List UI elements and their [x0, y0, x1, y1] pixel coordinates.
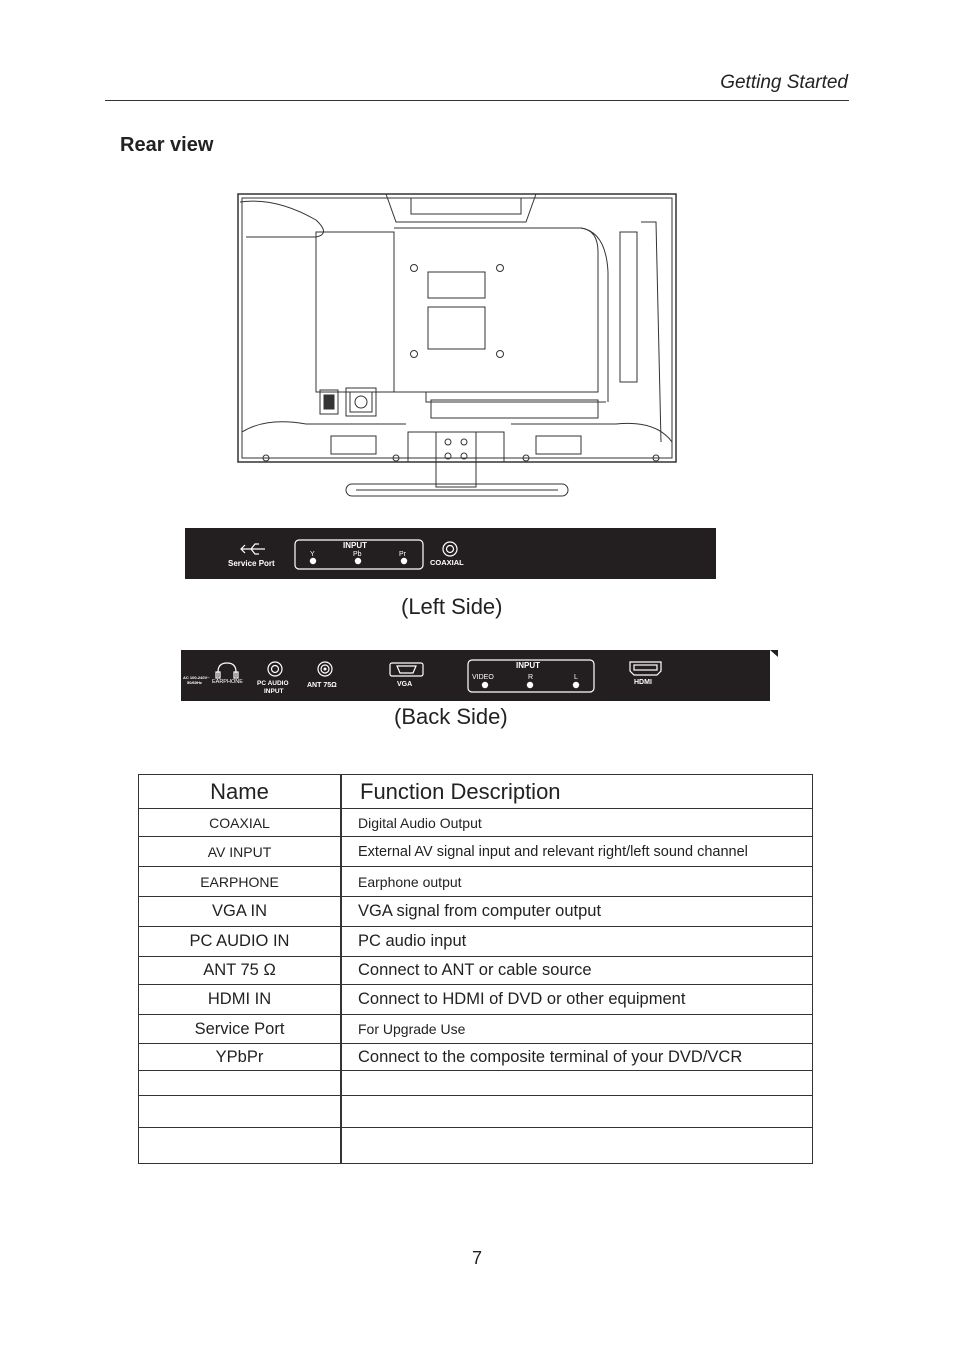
ac-label-2: 50/60Hz — [187, 680, 202, 685]
ac-label-1: AC 100-240V~ — [183, 675, 210, 680]
hdmi-port-icon — [630, 662, 661, 675]
row-description: PC audio input — [341, 927, 813, 957]
table-row — [139, 927, 813, 957]
row-description: Digital Audio Output — [341, 809, 813, 837]
header-rule — [105, 100, 849, 101]
earphone-label: EARPHONE — [212, 679, 243, 685]
function-table — [138, 774, 813, 1164]
table-row — [139, 837, 813, 867]
pc-audio-label-2: INPUT — [264, 688, 284, 695]
row-name: COAXIAL — [139, 809, 342, 837]
table-row — [139, 1015, 813, 1044]
left-panel-graphic — [185, 528, 716, 579]
pr-label: Pr — [399, 551, 406, 558]
tv-rear-illustration — [236, 192, 678, 502]
pb-jack-icon — [355, 558, 361, 564]
table-row — [139, 867, 813, 897]
pc-audio-label-1: PC AUDIO — [257, 680, 289, 687]
header-description: Function Description — [341, 775, 813, 809]
table-row — [139, 1071, 813, 1096]
back-input-label: INPUT — [516, 661, 540, 670]
row-name — [139, 1128, 342, 1164]
row-name: Service Port — [139, 1015, 342, 1044]
row-name: HDMI IN — [139, 985, 342, 1015]
row-description: Connect to HDMI of DVD or other equipment — [341, 985, 813, 1015]
row-name: VGA IN — [139, 897, 342, 927]
r-label: R — [528, 674, 534, 681]
ant-label: ANT 75Ω — [307, 682, 337, 689]
header-title: Getting Started — [720, 72, 848, 93]
row-description: For Upgrade Use — [341, 1015, 813, 1044]
service-port-label: Service Port — [228, 559, 275, 568]
row-description — [341, 1096, 813, 1128]
l-jack-icon — [573, 682, 579, 688]
vga-label: VGA — [397, 681, 413, 688]
pc-audio-jack-icon — [268, 662, 282, 676]
table-row — [139, 897, 813, 927]
pr-jack-icon — [401, 558, 407, 564]
r-jack-icon — [527, 682, 533, 688]
hdmi-label: HDMI — [634, 679, 652, 686]
pb-label: Pb — [353, 551, 362, 558]
back-side-caption: (Back Side) — [394, 704, 508, 729]
row-description: Connect to the composite terminal of your DVD/VCR — [341, 1044, 813, 1071]
row-description: VGA signal from computer output — [341, 897, 813, 927]
table-row — [139, 1044, 813, 1071]
row-name: PC AUDIO IN — [139, 927, 342, 957]
left-side-caption: (Left Side) — [401, 594, 503, 619]
row-description — [341, 1128, 813, 1164]
y-label: Y — [310, 551, 315, 558]
page-number: 7 — [471, 1248, 482, 1268]
left-side-panel — [185, 528, 716, 579]
back-panel-graphic — [181, 650, 778, 701]
video-jack-icon — [482, 682, 488, 688]
coaxial-label: COAXIAL — [430, 558, 464, 567]
table-row — [139, 957, 813, 985]
table-row — [139, 985, 813, 1015]
header-name: Name — [139, 775, 342, 809]
y-jack-icon — [310, 558, 316, 564]
row-description: Connect to ANT or cable source — [341, 957, 813, 985]
usb-icon — [241, 544, 265, 554]
coaxial-jack-icon — [443, 542, 457, 556]
back-side-panel — [181, 650, 778, 701]
vga-port-icon — [390, 663, 423, 676]
row-description — [341, 1071, 813, 1096]
row-name: ANT 75 Ω — [139, 957, 342, 985]
table-header-row — [139, 775, 813, 809]
table-row — [139, 1096, 813, 1128]
row-description: Earphone output — [341, 867, 813, 897]
section-title: Rear view — [120, 134, 214, 156]
row-name — [139, 1096, 342, 1128]
table-row — [139, 809, 813, 837]
row-name: EARPHONE — [139, 867, 342, 897]
video-label: VIDEO — [472, 674, 494, 681]
row-description: External AV signal input and relevant right/left sound channel — [341, 837, 813, 867]
row-name — [139, 1071, 342, 1096]
row-name: AV INPUT — [139, 837, 342, 867]
l-label: L — [574, 674, 578, 681]
left-input-label: INPUT — [343, 541, 367, 550]
earphone-icon — [218, 663, 236, 677]
row-name: YPbPr — [139, 1044, 342, 1071]
table-row — [139, 1128, 813, 1164]
